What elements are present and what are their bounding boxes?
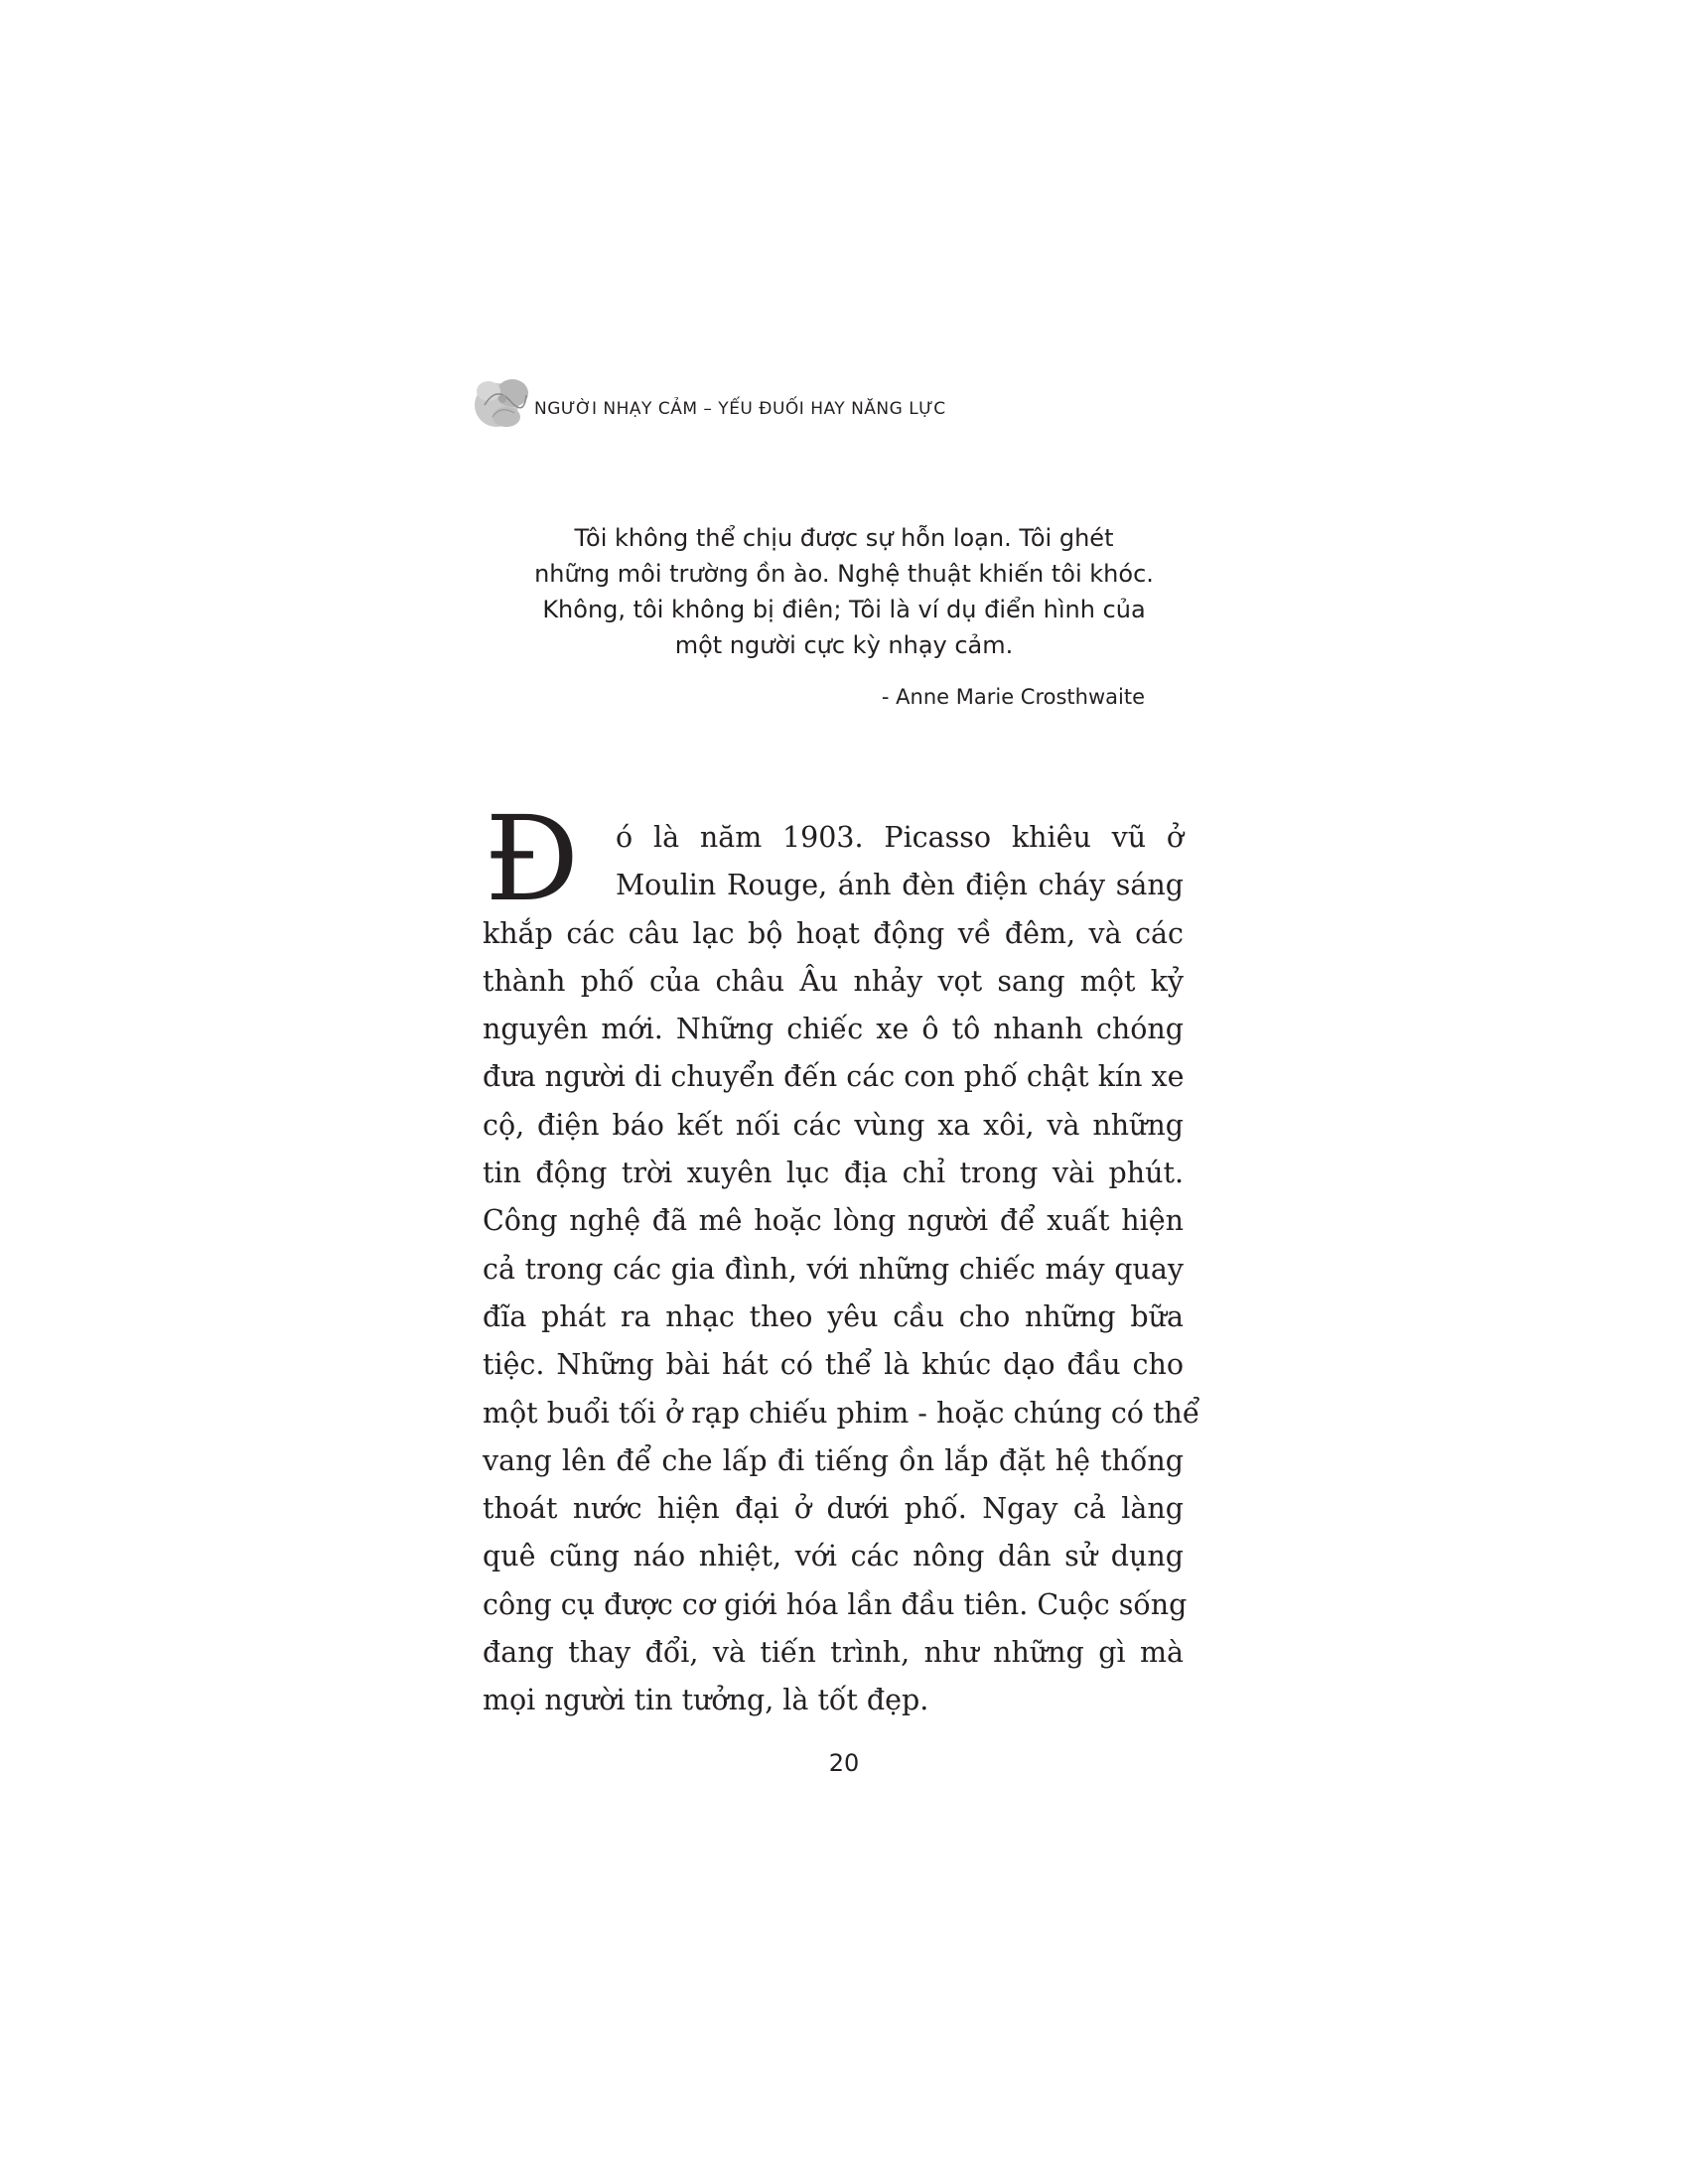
body-line: cộ, điện báo kết nối các vùng xa xôi, và những xyxy=(483,1108,1184,1142)
body-line: tin động trời xuyên lục địa chỉ trong vài phút. xyxy=(483,1157,1184,1190)
body-line: đang thay đổi, và tiến trình, như những gì mà xyxy=(483,1636,1184,1670)
body-line: thành phố của châu Âu nhảy vọt sang một kỷ xyxy=(483,964,1184,998)
body-line: cả trong các gia đình, với những chiếc máy quay xyxy=(483,1252,1184,1286)
body-line: Công nghệ đã mê hoặc lòng người để xuất hiện xyxy=(483,1204,1184,1238)
body-line: vang lên để che lấp đi tiếng ồn lắp đặt hệ thống xyxy=(483,1443,1184,1477)
body-line: mọi người tin tưởng, là tốt đẹp. xyxy=(483,1684,929,1717)
body-line: một buổi tối ở rạp chiếu phim - hoặc chúng có thể xyxy=(483,1396,1200,1430)
body-line: khắp các câu lạc bộ hoạt động về đêm, và các xyxy=(483,916,1184,950)
body-line: thoát nước hiện đại ở dưới phố. Ngay cả làng xyxy=(483,1492,1184,1526)
page-number: 20 xyxy=(828,1749,860,1777)
body-line: Moulin Rouge, ánh đèn điện cháy sáng xyxy=(616,869,1184,902)
epigraph-line: một người cực kỳ nhạy cảm. xyxy=(674,631,1014,659)
body-line: ó là năm 1903. Picasso khiêu vũ ở xyxy=(616,821,1184,854)
drop-cap: Đ xyxy=(485,790,580,927)
epigraph-quote xyxy=(467,520,1221,663)
running-head xyxy=(467,365,1261,435)
body-line: nguyên mới. Những chiếc xe ô tô nhanh chóng xyxy=(483,1013,1184,1046)
epigraph-line: Tôi không thể chịu được sự hỗn loạn. Tôi ghét xyxy=(574,524,1114,552)
epigraph-line: những môi trường ồn ào. Nghệ thuật khiến tôi khóc. xyxy=(534,560,1154,588)
body-line: quê cũng náo nhiệt, với các nông dân sử dụng xyxy=(483,1540,1184,1573)
body-paragraph xyxy=(483,814,1200,1725)
body-line: công cụ được cơ giới hóa lần đầu tiên. Cuộc sống xyxy=(483,1587,1188,1621)
body-line: tiệc. Những bài hát có thể là khúc dạo đầu cho xyxy=(483,1348,1184,1382)
body-line: đưa người di chuyển đến các con phố chật kín xe xyxy=(483,1060,1185,1094)
running-head-title: NGƯỜI NHẠY CẢM – YẾU ĐUỐI HAY NĂNG LỰC xyxy=(534,399,946,419)
epigraph-line: Không, tôi không bị điên; Tôi là ví dụ điển hình của xyxy=(542,596,1146,623)
floral-ornament-icon xyxy=(467,365,542,435)
body-line: đĩa phát ra nhạc theo yêu cầu cho những bữa xyxy=(483,1299,1184,1333)
epigraph-attribution: - Anne Marie Crosthwaite xyxy=(881,685,1145,709)
